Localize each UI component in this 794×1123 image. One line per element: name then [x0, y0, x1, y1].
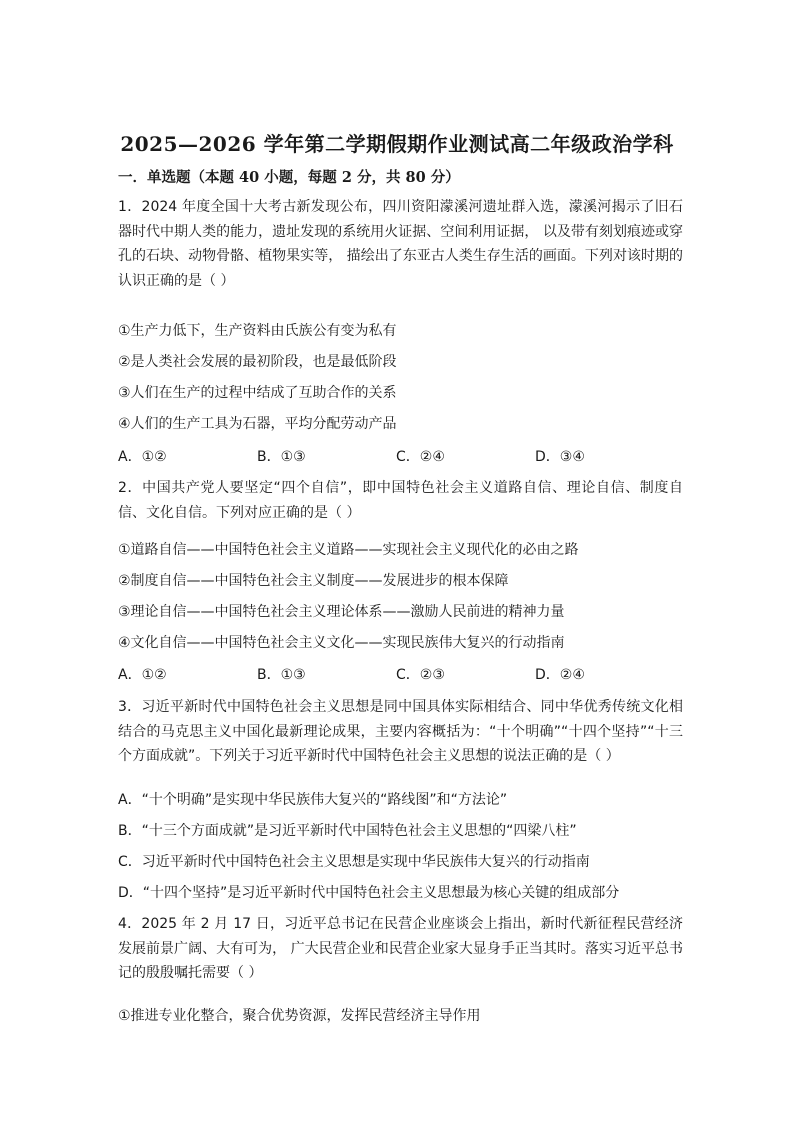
- question-1-option-a: A．①②: [118, 449, 167, 465]
- question-2-item-2: ②制度自信——中国特色社会主义制度——发展进步的根本保障: [118, 573, 509, 589]
- question-3-option-b: B．“十三个方面成就”是习近平新时代中国特色社会主义思想的“四梁八柱”: [118, 823, 577, 839]
- question-2-option-b: B．①③: [257, 667, 306, 683]
- question-3-option-d: D．“十四个坚持”是习近平新时代中国特色社会主义思想最为核心关键的组成部分: [118, 885, 620, 901]
- question-1-item-4: ④人们的生产工具为石器，平均分配劳动产品: [118, 416, 397, 432]
- question-1-item-3: ③人们在生产的过程中结成了互助合作的关系: [118, 385, 397, 401]
- question-3-option-a: A．“十个明确”是实现中华民族伟大复兴的“路线图”和“方法论”: [118, 792, 508, 808]
- question-1-option-d: D．③④: [535, 449, 585, 465]
- question-1-item-2: ②是人类社会发展的最初阶段，也是最低阶段: [118, 354, 397, 370]
- question-2-option-d: D．②④: [535, 667, 585, 683]
- question-1-item-1: ①生产力低下，生产资料由氏族公有变为私有: [118, 323, 397, 339]
- question-1-stem: 1．2024 年度全国十大考古新发现公布，四川资阳濛溪河遗址群入选，濛溪河揭示了旧石器时代中期人类的能力，遗址发现的系统用火证据、空间利用证据， 以及带有刻划痕迹或穿孔的石块、动物骨骼、植物果实等， 描绘出了东亚古人类生存生活的画面。下列对该时期的认识正确的是（ ）: [118, 199, 683, 289]
- question-2-option-c: C．②③: [396, 667, 445, 683]
- question-2-item-4: ④文化自信——中国特色社会主义文化——实现民族伟大复兴的行动指南: [118, 635, 565, 651]
- question-2-item-3: ③理论自信——中国特色社会主义理论体系——激励人民前进的精神力量: [118, 604, 565, 620]
- question-3-stem: 3．习近平新时代中国特色社会主义思想是同中国具体实际相结合、同中华优秀传统文化相结合的马克思主义中国化最新理论成果，主要内容概括为：“十个明确”“十四个坚持”“十三个方面成就”。下列关于习近平新时代中国特色社会主义思想的说法正确的是（ ）: [118, 699, 683, 764]
- question-1-option-c: C．②④: [396, 449, 445, 465]
- question-4-item-1: ①推进专业化整合，聚合优势资源，发挥民营经济主导作用: [118, 1008, 481, 1024]
- question-2-item-1: ①道路自信——中国特色社会主义道路——实现社会主义现代化的必由之路: [118, 542, 579, 558]
- section-heading: 一．单选题（本题 40 小题，每题 2 分，共 80 分）: [118, 169, 460, 186]
- question-1-option-b: B．①③: [257, 449, 306, 465]
- question-3-option-c: C．习近平新时代中国特色社会主义思想是实现中华民族伟大复兴的行动指南: [118, 854, 590, 870]
- page-title: 2025—2026 学年第二学期假期作业测试高二年级政治学科: [120, 132, 674, 156]
- question-4-stem: 4．2025 年 2 月 17 日，习近平总书记在民营企业座谈会上指出，新时代新征程民营经济发展前景广阔、大有可为， 广大民营企业和民营企业家大显身手正当其时。落实习近平总书记的殷殷嘱托需要（ ）: [118, 916, 683, 981]
- question-2-option-a: A．①②: [118, 667, 167, 683]
- question-2-stem: 2．中国共产党人要坚定“四个自信”，即中国特色社会主义道路自信、理论自信、制度自信、文化自信。下列对应正确的是（ ）: [118, 480, 683, 521]
